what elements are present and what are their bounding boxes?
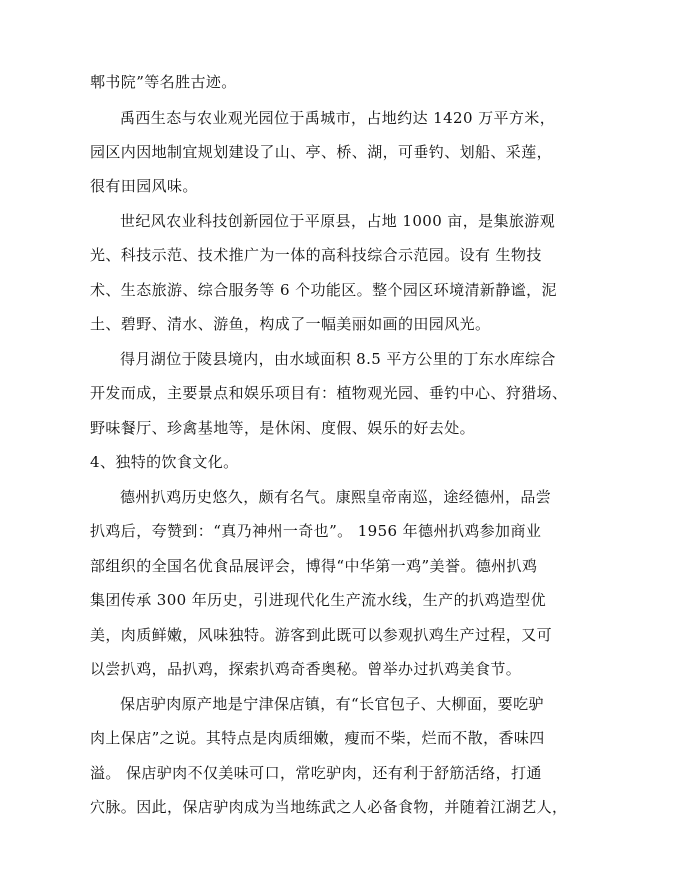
text-line: 郫书院”等名胜古迹。 (90, 73, 237, 91)
paragraph-line: 禹西生态与农业观光园位于禹城市，占地约达 1420 万平方米， (120, 109, 556, 127)
text-line: 扒鸡后，夸赞到：“真乃神州一奇也”。 1956 年德州扒鸡参加商业 (90, 522, 542, 540)
text-line: 园区内因地制宜规划建设了山、亭、桥、湖，可垂钓、划船、采莲， (90, 143, 553, 161)
text-line: 集团传承 300 年历史，引进现代化生产流水线，生产的扒鸡造型优 (90, 591, 546, 609)
text-line: 穴脉。因此，保店驴肉成为当地练武之人必备食物，并随着江湖艺人， (90, 798, 568, 816)
text-line: 以尝扒鸡，品扒鸡，探索扒鸡奇香奥秘。曾举办过扒鸡美食节。 (90, 660, 522, 678)
text-line: 溢。 保店驴肉不仅美味可口，常吃驴肉，还有利于舒筋活络，打通 (90, 764, 542, 782)
text-line: 美，肉质鲜嫩，风味独特。游客到此既可以参观扒鸡生产过程，又可 (90, 626, 553, 644)
text-line: 光、科技示范、技术推广为一体的高科技综合示范园。设有 生物技 (90, 246, 542, 264)
paragraph-line: 得月湖位于陵县境内，由水域面积 8.5 平方公里的丁东水库综合 (120, 350, 556, 368)
paragraph-line: 世纪风农业科技创新园位于平原县，占地 1000 亩，是集旅游观 (120, 212, 556, 230)
text-line: 土、碧野、清水、游鱼，构成了一幅美丽如画的田园风光。 (90, 315, 491, 333)
text-line: 野味餐厅、珍禽基地等，是休闲、度假、娱乐的好去处。 (90, 419, 476, 437)
section-heading: 4、独特的饮食文化。 (90, 453, 239, 471)
text-line: 部组织的全国名优食品展评会，博得“中华第一鸡”美誉。德州扒鸡 (90, 557, 538, 575)
text-line: 很有田园风味。 (90, 177, 198, 195)
paragraph-line: 保店驴肉原产地是宁津保店镇，有“长官包子、大柳面，要吃驴 (120, 695, 544, 713)
paragraph-line: 德州扒鸡历史悠久，颇有名气。康熙皇帝南巡，途经德州，品尝 (120, 488, 552, 506)
text-line: 术、生态旅游、综合服务等 6 个功能区。整个园区环境清新静谧，泥 (90, 281, 557, 299)
text-line: 开发而成，主要景点和娱乐项目有：植物观光园、垂钓中心、狩猎场、 (90, 384, 568, 402)
text-line: 肉上保店”之说。其特点是肉质细嫩，瘦而不柴，烂而不散，香味四 (90, 729, 545, 747)
